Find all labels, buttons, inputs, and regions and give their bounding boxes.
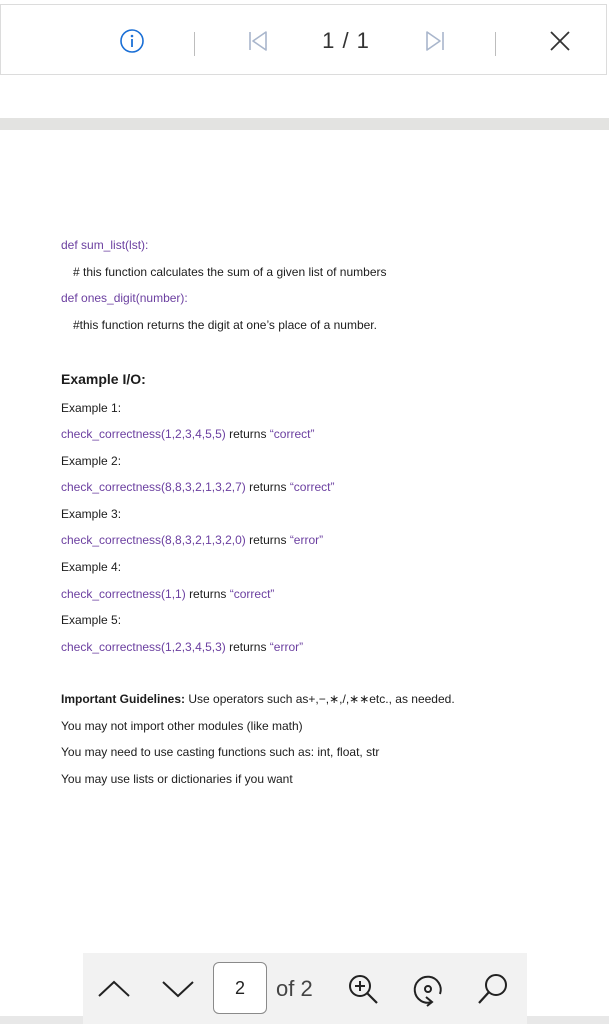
example-line (61, 426, 314, 442)
zoom-in-icon (346, 972, 380, 1006)
example-returns: returns (229, 427, 267, 441)
page-separator (0, 118, 609, 130)
toolbar-divider (194, 32, 195, 56)
example-label: Example 4: (61, 560, 122, 574)
search-button[interactable] (475, 953, 511, 1024)
example-result: “error” (269, 640, 304, 654)
example-line (61, 586, 274, 602)
example-label: Example 5: (61, 613, 122, 627)
example-label: Example 2: (61, 454, 122, 468)
guideline-item: You may use lists or dictionaries if you want (61, 772, 293, 786)
example-returns: returns (189, 587, 227, 601)
first-page-icon (246, 29, 270, 53)
viewer-toolbar (0, 4, 607, 75)
info-icon (119, 28, 145, 54)
example-line (61, 532, 323, 548)
last-page-icon (423, 29, 447, 53)
example-code: check_correctness(1,2,3,4,5,5) (61, 427, 226, 441)
example-result: “correct” (269, 427, 315, 441)
chevron-up-icon (97, 979, 131, 999)
info-button[interactable] (117, 5, 147, 76)
guidelines-text: Use operators such as+,−,∗,/,∗∗etc., as needed. (185, 692, 455, 706)
example-label: Example 3: (61, 507, 122, 521)
example-code: check_correctness(8,8,3,2,1,3,2,0) (61, 533, 246, 547)
example-returns: returns (249, 480, 287, 494)
code-line: def sum_list(lst): (61, 238, 149, 252)
code-line: def ones_digit(number): (61, 291, 188, 305)
close-icon (548, 29, 572, 53)
guideline-item: You may not import other modules (like math) (61, 719, 303, 733)
example-returns: returns (249, 533, 287, 547)
example-code: check_correctness(8,8,3,2,1,3,2,7) (61, 480, 246, 494)
guidelines-label: Important Guidelines: (61, 692, 186, 706)
page-counter: 1 / 1 (322, 27, 370, 53)
toolbar-divider (495, 32, 496, 56)
search-icon (476, 972, 510, 1006)
example-line (61, 479, 334, 495)
page-number-input[interactable]: 2 (213, 962, 267, 1014)
example-code: check_correctness(1,1) (61, 587, 186, 601)
example-line (61, 639, 303, 655)
next-page-button[interactable] (161, 953, 195, 1024)
rotate-icon (410, 971, 446, 1007)
last-page-button[interactable] (421, 5, 449, 76)
page-total-label: of 2 (276, 975, 313, 1001)
guideline-item: You may need to use casting functions such as: int, float, str (61, 745, 380, 759)
previous-page-button[interactable] (97, 953, 131, 1024)
close-button[interactable] (545, 5, 575, 76)
example-returns: returns (229, 640, 267, 654)
example-code: check_correctness(1,2,3,4,5,3) (61, 640, 226, 654)
example-result: “correct” (289, 480, 335, 494)
guidelines-line (61, 691, 455, 707)
section-heading: Example I/O: (61, 371, 146, 387)
example-result: “correct” (229, 587, 275, 601)
document-page (0, 130, 609, 1024)
comment-line: #this function returns the digit at one’s place of a number. (73, 318, 377, 332)
example-result: “error” (289, 533, 324, 547)
bottom-toolbar (83, 953, 527, 1024)
rotate-button[interactable] (409, 953, 447, 1024)
chevron-down-icon (161, 979, 195, 999)
comment-line: # this function calculates the sum of a given list of numbers (73, 265, 387, 279)
zoom-in-button[interactable] (345, 953, 381, 1024)
example-label: Example 1: (61, 401, 122, 415)
first-page-button[interactable] (244, 5, 272, 76)
